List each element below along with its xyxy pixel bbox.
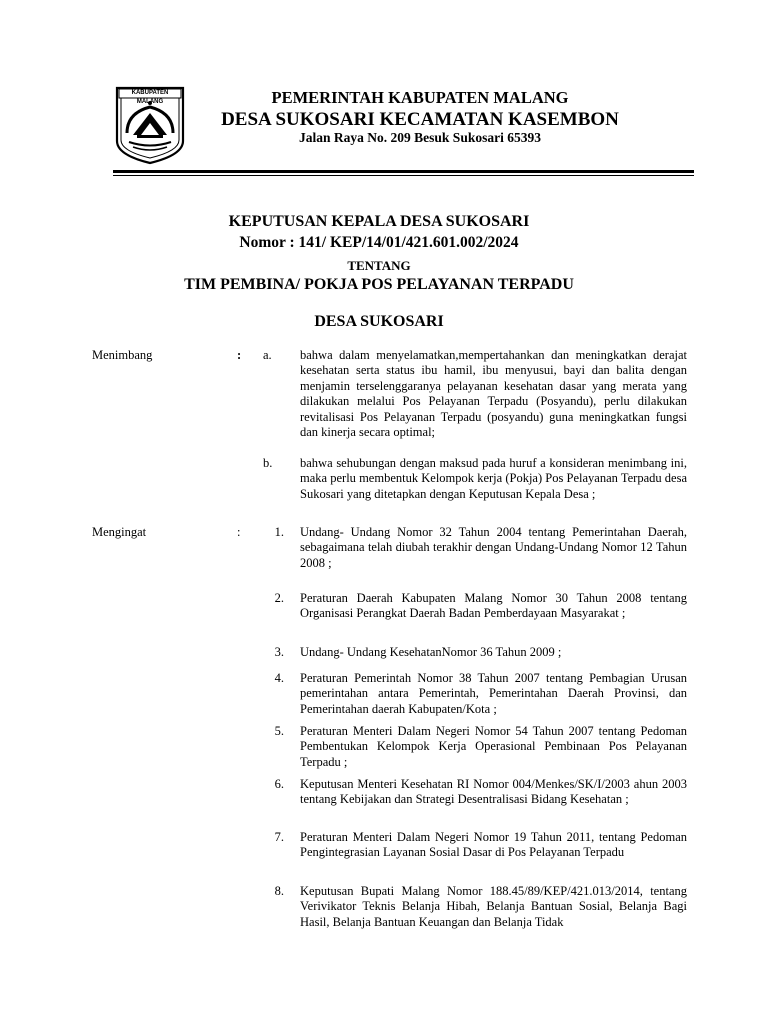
mengingat-item-6: Keputusan Menteri Kesehatan RI Nomor 004/Menkes/SK/I/2003 ahun 2003 tentang Kebijakan dan Strategi Desentralisasi Bidang Kesehatan ; [300, 777, 687, 807]
letterhead-address: Jalan Raya No. 209 Besuk Sukosari 65393 [299, 130, 541, 145]
menimbang-label: Menimbang [92, 348, 153, 362]
menimbang-item-a: bahwa dalam menyelamatkan,mempertahankan dan meningkatkan derajat kesehatan serta status ibu hamil, ibu menyusui, bayi dan balita dengan menjamin terselenggaranya pelayanan kesehatan dasar yang merata yang dilakukan melalui Pos Pelayanan Terpadu (Posyandu), perlu dilakukan revitalisasi Pos Pelayanan Terpadu (posyandu) guna meningkatkan fungsi dan kinerja secara optimal; [300, 348, 687, 440]
mengingat-item-5: Peraturan Menteri Dalam Negeri Nomor 54 Tahun 2007 tentang Pedoman Pembentukan Kelompok Kerja Operasional Pembinaan Pos Pelayanan Terpadu ; [300, 724, 687, 769]
mengingat-item-1: Undang- Undang Nomor 32 Tahun 2004 tentang Pemerintahan Daerah, sebagaimana telah diubah terakhir dengan Undang-Undang Nomor 12 Tahun 2008 ; [300, 525, 687, 570]
mengingat-item-3: Undang- Undang KesehatanNomor 36 Tahun 2009 ; [300, 645, 562, 659]
menimbang-marker-b: b. [263, 456, 273, 470]
mengingat-marker-8: 8. [274, 884, 284, 898]
mengingat-marker-2: 2. [274, 591, 284, 605]
mengingat-marker-5: 5. [274, 724, 284, 738]
mengingat-item-7: Peraturan Menteri Dalam Negeri Nomor 19 Tahun 2011, tentang Pedoman Pengintegrasian Layanan Sosial Dasar di Pos Pelayanan Terpadu [300, 830, 687, 860]
mengingat-marker-7: 7. [274, 830, 284, 844]
mengingat-label: Mengingat [92, 525, 147, 539]
decree-subject: TIM PEMBINA/ POKJA POS PELAYANAN TERPADU [184, 276, 574, 293]
mengingat-marker-1: 1. [274, 525, 284, 539]
logo-caption: KABUPATEN MALANG [131, 90, 169, 105]
decree-number: Nomor : 141/ KEP/14/01/421.601.002/2024 [239, 234, 519, 251]
menimbang-colon: : [237, 348, 242, 362]
menimbang-marker-a: a. [263, 348, 272, 362]
letterhead-rule-thick [113, 170, 694, 173]
mengingat-marker-4: 4. [274, 671, 284, 685]
letterhead-village: DESA SUKOSARI KECAMATAN KASEMBON [221, 109, 619, 130]
mengingat-item-4: Peraturan Pemerintah Nomor 38 Tahun 2007 tentang Pembagian Urusan pemerintahan antara Pemerintah, Pemerintahan Daerah Provinsi, dan Pemerintahan daerah Kabupaten/Kota ; [300, 671, 687, 716]
mengingat-marker-3: 3. [274, 645, 284, 659]
menimbang-item-b: bahwa sehubungan dengan maksud pada huruf a konsideran menimbang ini, maka perlu membentuk Kelompok kerja (Pokja) Pos Pelayanan Terpadu desa Sukosari yang ditetapkan dengan Keputusan Kepala Desa ; [300, 456, 687, 501]
mengingat-marker-6: 6. [274, 777, 284, 791]
decree-about: TENTANG [347, 258, 411, 273]
decree-title: KEPUTUSAN KEPALA DESA SUKOSARI [228, 213, 530, 230]
decree-village: DESA SUKOSARI [314, 313, 444, 330]
letterhead [0, 0, 768, 180]
letterhead-rule-thin [113, 175, 694, 176]
mengingat-item-8: Keputusan Bupati Malang Nomor 188.45/89/KEP/421.013/2014, tentang Verivikator Teknis Belanja Hibah, Belanja Bantuan Sosial, Belanja Bagi Hasil, Belanja Bantuan Keuangan dan Belanja Tidak [300, 884, 687, 929]
letterhead-government: PEMERINTAH KABUPATEN MALANG [271, 88, 569, 107]
mengingat-item-2: Peraturan Daerah Kabupaten Malang Nomor 30 Tahun 2008 tentang Organisasi Perangkat Daerah Badan Pemberdayaan Masyarakat ; [300, 591, 687, 621]
mengingat-colon: : [237, 525, 241, 539]
